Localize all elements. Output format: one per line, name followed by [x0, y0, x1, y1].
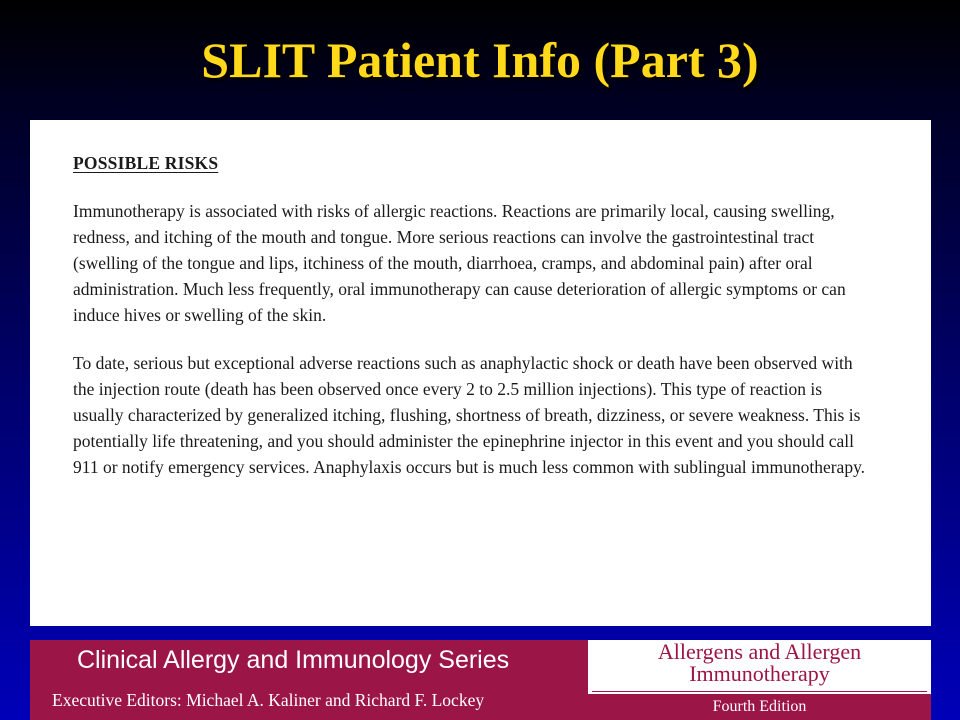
- document-excerpt: [30, 120, 931, 626]
- book-title: [588, 641, 931, 685]
- risks-paragraph-2: To date, serious but exceptional adverse reactions such as anaphylactic shock or death have been observed with the injection route (death has been observed once every 2 to 2.5 million injections). This type of reaction is usually characterized by generalized itching, flushing, shortness of breath, dizziness, or severe weakness. This is potentially life threatening, and you should administer the epinephrine injector in this event and you should call 911 or notify emergency services. Anaphylaxis occurs but is much less common with sublingual immunotherapy.: [73, 353, 866, 477]
- section-heading: POSSIBLE RISKS: [73, 153, 219, 173]
- risks-paragraph-1: Immunotherapy is associated with risks of allergic reactions. Reactions are primarily local, causing swelling, redness, and itching of the mouth and tongue. More serious reactions can involve the gastrointestinal tract (swelling of the tongue and lips, itchiness of the mouth, diarrhoea, cramps, and abdominal pain) after oral administration. Much less frequently, oral immunotherapy can cause deterioration of allergic symptoms or can induce hives or swelling of the skin.: [73, 201, 846, 325]
- book-title-box: [588, 640, 931, 720]
- book-title-line-2: Immunotherapy: [689, 661, 830, 686]
- book-title-divider: [592, 691, 927, 692]
- slide-title: SLIT Patient Info (Part 3): [201, 32, 759, 88]
- executive-editors: Executive Editors: Michael A. Kaliner and Richard F. Lockey: [52, 690, 485, 710]
- edition-label: Fourth Edition: [588, 694, 931, 720]
- book-title-line-1: Allergens and Allergen: [657, 639, 862, 664]
- footer-banner: [30, 640, 931, 720]
- series-name: Clinical Allergy and Immunology Series: [77, 646, 510, 674]
